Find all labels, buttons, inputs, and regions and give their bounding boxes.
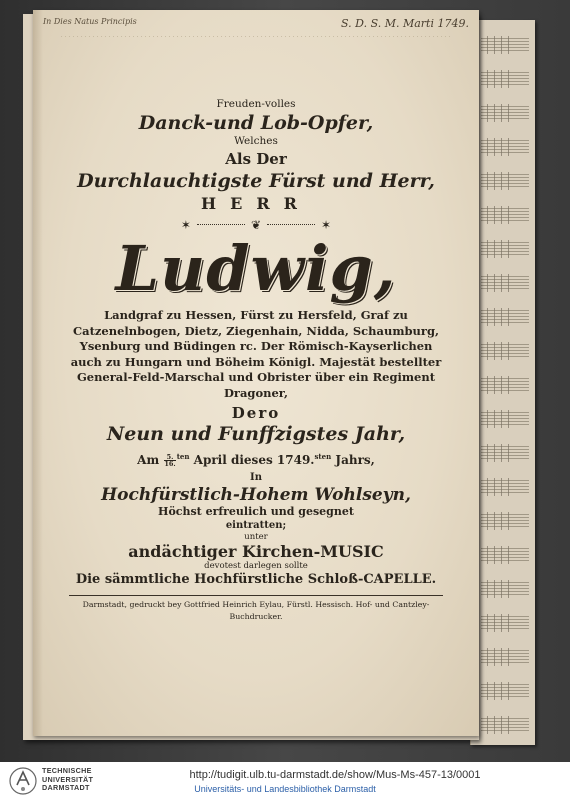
hochfuerstlich-line: Hochfürstlich-Hohem Wohlseyn, [101,485,411,505]
fleuron-ornament-icon: ❦ [250,218,262,232]
date-jahrs: Jahrs, [335,453,375,467]
name-ludwig: Ludwig, [115,232,397,305]
university-name-line-2: UNIVERSITÄT [42,774,94,784]
unter-line: unter [244,532,268,542]
viewer-footer [0,762,570,800]
music-staff [481,582,529,596]
star-ornament-icon: ✶ [180,218,191,232]
title-herr: HERR [201,194,311,213]
date-suffix-year: sten [314,452,332,461]
hoechst-line: Höchst erfreulich und gesegnet [158,505,354,518]
date-year: 1749. [276,453,315,467]
music-staff [481,242,529,256]
music-staff [481,310,529,324]
title-line-3: Welches [234,135,278,147]
music-staff [481,208,529,222]
document-url[interactable]: http://tudigit.ulb.tu-darmstadt.de/show/Mus-Ms-457-13/0001 [189,769,481,781]
title-line-1: Freuden-volles [216,98,296,110]
titles-paragraph: Landgraf zu Hessen, Fürst zu Hersfeld, Graf zu Catzenelnbogen, Dietz, Ziegenhain, Nidda, Schaumburg, Ysenburg und Büdingen rc. Der Römisch-Kayserlichen auch zu Hungarn und Böheim Königl. Majestät bestellter General-Feld-Marschal und Obrister über ein Regiment Dragoner, [70,308,442,400]
music-staff [481,480,529,494]
university-name-line-3: DARMSTADT [42,783,90,793]
library-link[interactable]: Universitäts- und Landesbibliothek Darmstadt [194,784,376,794]
dero-line: Dero [231,404,281,422]
handwritten-note-right: S. D. S. M. Marti 1749. [341,17,469,30]
date-line [63,448,449,469]
imprint-line: Darmstadt, gedruckt bey Gottfried Heinrich Eylau, Fürstl. Hessisch. Hof- und Cantzley-Buchdrucker. [82,600,430,621]
title-line-5: Durchlauchtigste Fürst und Herr, [77,170,435,192]
music-staff [481,548,529,562]
year-line: Neun und Funffzigstes Jahr, [106,423,406,445]
bleed-through-line [61,36,451,37]
music-manuscript-edge [470,20,535,745]
title-line-2: Danck-und Lob-Opfer, [138,112,374,134]
music-word: MUSIC [320,542,384,561]
title-page [33,10,479,736]
music-staff [481,106,529,120]
music-staff [481,38,529,52]
music-prefix: andächtiger Kirchen- [128,542,321,561]
date-fraction-bottom: 16. [164,460,176,468]
music-staff [481,684,529,698]
in-line: In [250,472,262,483]
music-staff [481,378,529,392]
music-staff [481,514,529,528]
imprint-rule [69,595,443,596]
music-staff [481,344,529,358]
eintratten-line: eintratten; [225,520,287,531]
music-staff [481,174,529,188]
music-staff [481,616,529,630]
music-staff [481,412,529,426]
music-staff [481,72,529,86]
date-am: Am [137,453,160,467]
music-line [63,542,449,561]
title-line-4: Als Der [225,150,287,168]
handwritten-note-left: In Dies Natus Principis [43,17,137,26]
music-staff [481,650,529,664]
title-page-text [63,98,449,623]
ornament-flourish [197,224,245,226]
date-fraction-top: 5. [164,454,175,462]
music-staff [481,276,529,290]
capelle-line: Die sämmtliche Hochfürstliche Schloß-CAPELLE. [75,572,437,587]
devotest-line: devotest darlegen sollte [204,561,308,571]
date-fraction [164,454,175,468]
university-name-line-1: TECHNISCHE [42,766,92,775]
ornament-flourish [267,224,315,226]
date-suffix-ten: ten [176,452,190,461]
date-april: April dieses [193,453,273,467]
star-ornament-icon: ✶ [321,218,332,232]
music-staff [481,718,529,732]
music-staff [481,140,529,154]
music-staff [481,446,529,460]
